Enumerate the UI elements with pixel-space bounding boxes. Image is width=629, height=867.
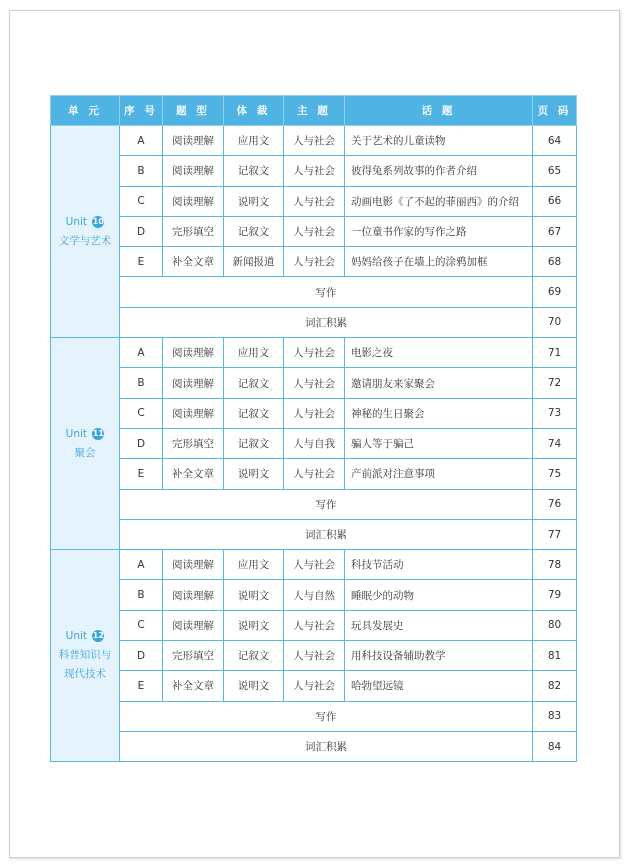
writing-row: [51, 489, 577, 519]
seq-cell: E: [120, 671, 163, 701]
topic-cell: 用科技设备辅助教学: [345, 641, 533, 671]
vocab-row: [51, 731, 577, 761]
type-cell: 阅读理解: [163, 368, 224, 398]
vocab-label: 词汇积累: [120, 731, 533, 761]
page-cell: 65: [533, 156, 577, 186]
vocab-row: [51, 307, 577, 337]
seq-cell: D: [120, 216, 163, 246]
type-cell: 阅读理解: [163, 156, 224, 186]
type-cell: 完形填空: [163, 641, 224, 671]
page-cell: 69: [533, 277, 577, 307]
theme-cell: 人与社会: [284, 216, 345, 246]
type-cell: 阅读理解: [163, 186, 224, 216]
type-cell: 阅读理解: [163, 580, 224, 610]
seq-cell: B: [120, 156, 163, 186]
type-cell: 补全文章: [163, 459, 224, 489]
seq-cell: E: [120, 459, 163, 489]
type-cell: 阅读理解: [163, 550, 224, 580]
header-seq: 序 号: [120, 96, 163, 126]
theme-cell: 人与社会: [284, 338, 345, 368]
topic-cell: 科技节活动: [345, 550, 533, 580]
seq-cell: E: [120, 247, 163, 277]
genre-cell: 记叙文: [224, 641, 284, 671]
page-cell: 76: [533, 489, 577, 519]
genre-cell: 应用文: [224, 126, 284, 156]
page-cell: 68: [533, 247, 577, 277]
type-cell: 补全文章: [163, 671, 224, 701]
type-cell: 阅读理解: [163, 338, 224, 368]
type-cell: 阅读理解: [163, 610, 224, 640]
genre-cell: 应用文: [224, 550, 284, 580]
topic-cell: 彼得兔系列故事的作者介绍: [345, 156, 533, 186]
page-cell: 80: [533, 610, 577, 640]
header-theme: 主 题: [284, 96, 345, 126]
seq-cell: C: [120, 610, 163, 640]
table-row: [51, 398, 577, 428]
genre-cell: 应用文: [224, 338, 284, 368]
header-type: 题 型: [163, 96, 224, 126]
topic-cell: 哈勃望远镜: [345, 671, 533, 701]
writing-label: 写作: [120, 701, 533, 731]
vocab-label: 词汇积累: [120, 519, 533, 549]
genre-cell: 说明文: [224, 610, 284, 640]
unit-label: Unit: [65, 427, 88, 440]
table-row: [51, 671, 577, 701]
topic-cell: 神秘的生日聚会: [345, 398, 533, 428]
topic-cell: 睡眠少的动物: [345, 580, 533, 610]
theme-cell: 人与社会: [284, 398, 345, 428]
topic-cell: 妈妈给孩子在墙上的涂鸦加框: [345, 247, 533, 277]
topic-cell: 关于艺术的儿童读物: [345, 126, 533, 156]
theme-cell: 人与自然: [284, 580, 345, 610]
writing-label: 写作: [120, 489, 533, 519]
theme-cell: 人与社会: [284, 126, 345, 156]
writing-label: 写作: [120, 277, 533, 307]
unit-name: 科普知识与: [58, 649, 112, 662]
theme-cell: 人与社会: [284, 186, 345, 216]
unit-number-badge: 12: [92, 631, 104, 641]
table-row: [51, 641, 577, 671]
unit-name: 聚会: [74, 446, 96, 459]
topic-cell: 骗人等于骗己: [345, 428, 533, 458]
page-cell: 66: [533, 186, 577, 216]
genre-cell: 说明文: [224, 580, 284, 610]
table-header-row: [51, 96, 577, 126]
page-cell: 67: [533, 216, 577, 246]
theme-cell: 人与社会: [284, 247, 345, 277]
vocab-row: [51, 519, 577, 549]
page-cell: 77: [533, 519, 577, 549]
theme-cell: 人与社会: [284, 610, 345, 640]
unit-name: 文学与艺术: [58, 234, 112, 247]
header-topic: 话 题: [345, 96, 533, 126]
topic-cell: 产前派对注意事项: [345, 459, 533, 489]
genre-cell: 说明文: [224, 459, 284, 489]
seq-cell: D: [120, 641, 163, 671]
genre-cell: 新闻报道: [224, 247, 284, 277]
table-row: [51, 368, 577, 398]
theme-cell: 人与社会: [284, 550, 345, 580]
topic-cell: 电影之夜: [345, 338, 533, 368]
genre-cell: 说明文: [224, 671, 284, 701]
type-cell: 阅读理解: [163, 398, 224, 428]
topic-cell: 玩具发展史: [345, 610, 533, 640]
seq-cell: C: [120, 398, 163, 428]
table-row: [51, 550, 577, 580]
theme-cell: 人与社会: [284, 368, 345, 398]
genre-cell: 说明文: [224, 186, 284, 216]
theme-cell: 人与社会: [284, 459, 345, 489]
table-row: [51, 459, 577, 489]
table-row: [51, 156, 577, 186]
seq-cell: B: [120, 580, 163, 610]
type-cell: 阅读理解: [163, 126, 224, 156]
table-row: [51, 186, 577, 216]
table-row: [51, 428, 577, 458]
unit-label: Unit: [65, 215, 88, 228]
seq-cell: C: [120, 186, 163, 216]
unit-number-badge: 11: [92, 428, 104, 438]
header-genre: 体 裁: [224, 96, 284, 126]
genre-cell: 记叙文: [224, 216, 284, 246]
table-row: [51, 247, 577, 277]
topic-cell: 邀请朋友来家聚会: [345, 368, 533, 398]
theme-cell: 人与社会: [284, 641, 345, 671]
unit-cell: [51, 126, 120, 338]
table-row: [51, 338, 577, 368]
genre-cell: 记叙文: [224, 428, 284, 458]
theme-cell: 人与自我: [284, 428, 345, 458]
topic-cell: 动画电影《了不起的菲丽西》的介绍: [345, 186, 533, 216]
table-row: [51, 126, 577, 156]
unit-label: Unit: [65, 630, 88, 643]
type-cell: 完形填空: [163, 216, 224, 246]
table-row: [51, 610, 577, 640]
seq-cell: A: [120, 338, 163, 368]
table-row: [51, 216, 577, 246]
writing-row: [51, 701, 577, 731]
unit-cell: [51, 550, 120, 762]
theme-cell: 人与社会: [284, 671, 345, 701]
unit-name: 现代技术: [64, 668, 106, 681]
page-cell: 71: [533, 338, 577, 368]
unit-cell: [51, 338, 120, 550]
seq-cell: D: [120, 428, 163, 458]
page-cell: 70: [533, 307, 577, 337]
topic-cell: 一位童书作家的写作之路: [345, 216, 533, 246]
page-cell: 75: [533, 459, 577, 489]
type-cell: 补全文章: [163, 247, 224, 277]
writing-row: [51, 277, 577, 307]
page-cell: 64: [533, 126, 577, 156]
page-cell: 73: [533, 398, 577, 428]
type-cell: 完形填空: [163, 428, 224, 458]
page-cell: 83: [533, 701, 577, 731]
page-cell: 82: [533, 671, 577, 701]
page-cell: 72: [533, 368, 577, 398]
page-cell: 81: [533, 641, 577, 671]
contents-table: [50, 95, 577, 762]
theme-cell: 人与社会: [284, 156, 345, 186]
genre-cell: 记叙文: [224, 368, 284, 398]
genre-cell: 记叙文: [224, 398, 284, 428]
vocab-label: 词汇积累: [120, 307, 533, 337]
seq-cell: A: [120, 126, 163, 156]
page-cell: 78: [533, 550, 577, 580]
genre-cell: 记叙文: [224, 156, 284, 186]
unit-number-badge: 10: [92, 216, 104, 226]
page-cell: 74: [533, 428, 577, 458]
seq-cell: A: [120, 550, 163, 580]
table-row: [51, 580, 577, 610]
seq-cell: B: [120, 368, 163, 398]
page-cell: 84: [533, 731, 577, 761]
header-unit: 单 元: [51, 96, 120, 126]
page-cell: 79: [533, 580, 577, 610]
header-page: 页 码: [533, 96, 577, 126]
